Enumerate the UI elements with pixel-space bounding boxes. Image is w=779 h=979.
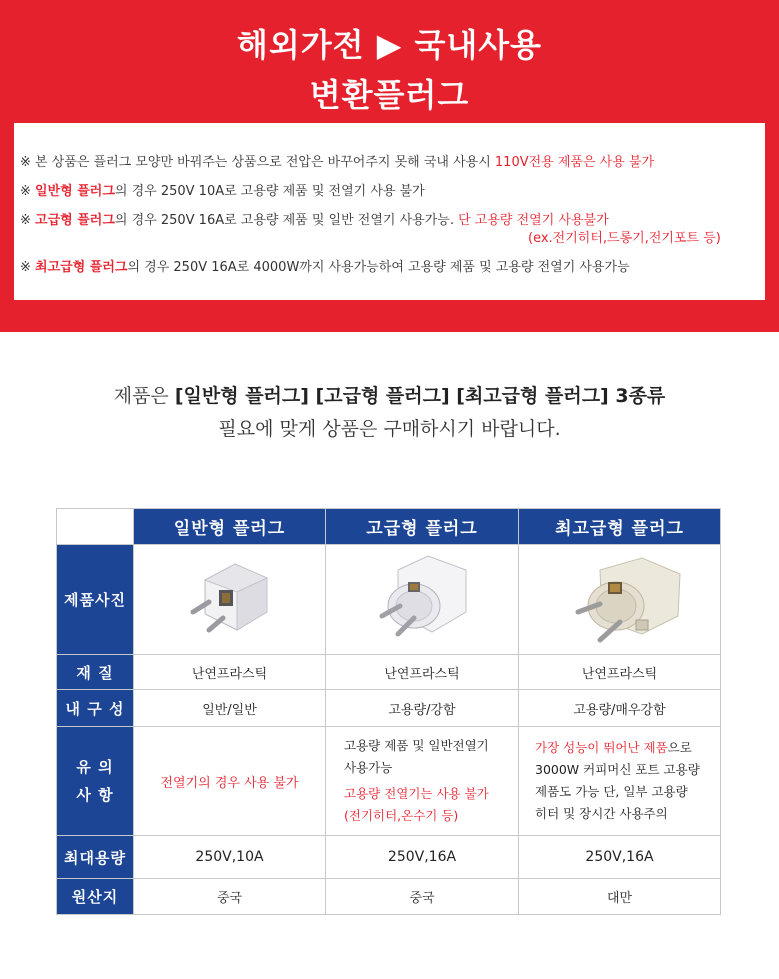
durability-premium: 고용량/강함: [326, 690, 519, 727]
caution-label-2: 사 항: [76, 786, 114, 804]
photo-premium-cell: [326, 545, 519, 655]
caution-deluxe: [519, 727, 721, 836]
top-banner: [0, 0, 779, 332]
col-header-premium: 고급형 플러그: [326, 509, 519, 545]
durability-deluxe: 고용량/매우강함: [519, 690, 721, 727]
capacity-premium: 250V,16A: [326, 836, 519, 879]
row-header-material: 재 질: [57, 655, 134, 690]
notice-line-4: [20, 256, 630, 275]
caution-premium-2: 사용가능: [344, 760, 393, 775]
notice-line-1: [20, 151, 654, 170]
notice-3-text: 의 경우 250V 16A로 고용량 제품 및 일반 전열기 사용가능.: [114, 213, 459, 228]
col-header-deluxe: 최고급형 플러그: [519, 509, 721, 545]
origin-deluxe: 대만: [519, 879, 721, 915]
caution-deluxe-3: 제품도 가능 단, 일부 고용량: [535, 784, 688, 799]
durability-basic: 일반/일반: [134, 690, 326, 727]
intro-line-1: [0, 381, 779, 408]
notice-2-mark: ※: [20, 184, 36, 199]
row-header-capacity: 최대용량: [57, 836, 134, 879]
capacity-basic: 250V,10A: [134, 836, 326, 879]
material-premium: 난연프라스틱: [326, 655, 519, 690]
notice-4-highlight: 최고급형 플러그: [35, 260, 128, 275]
comparison-table: [56, 508, 721, 915]
banner-title-line2: 변환플러그: [309, 76, 470, 114]
row-header-origin: 원산지: [57, 879, 134, 915]
header-row: [57, 509, 721, 545]
material-deluxe: 난연프라스틱: [519, 655, 721, 690]
intro-product-types: [일반형 플러그] [고급형 플러그] [최고급형 플러그] 3종류: [174, 385, 666, 407]
notice-4-mark: ※: [20, 260, 36, 275]
notice-2-text: 의 경우 250V 10A로 고용량 제품 및 전열기 사용 불가: [114, 184, 425, 199]
caution-deluxe-2: 3000W 커피머신 포트 고용량: [535, 762, 700, 777]
notice-4-text: 의 경우 250V 16A로 4000W까지 사용가능하여 고용량 제품 및 고용량 전열기 사용가능: [127, 260, 630, 275]
capacity-deluxe: 250V,16A: [519, 836, 721, 879]
caution-premium-4: (전기히터,온수기 등): [344, 808, 459, 823]
material-basic: 난연프라스틱: [134, 655, 326, 690]
notice-1-text: ※ 본 상품은 플러그 모양만 바꿔주는 상품으로 전압은 바꾸어주지 못해 국내 사용시: [20, 155, 495, 170]
table-row-capacity: [57, 836, 721, 879]
caution-label-1: 유 의: [76, 758, 114, 776]
origin-basic: 중국: [134, 879, 326, 915]
col-header-basic: 일반형 플러그: [134, 509, 326, 545]
notice-3-highlight: 고급형 플러그: [35, 213, 115, 228]
notice-line-3b: [528, 227, 721, 246]
table-row-photo: [57, 545, 721, 655]
notice-3-examples: (ex.전기히터,드롱기,전기포트 등): [528, 231, 721, 246]
caution-deluxe-4: 히터 및 장시간 사용주의: [535, 806, 668, 821]
notice-2-highlight: 일반형 플러그: [35, 184, 115, 199]
notice-1-warning: 110V전용 제품은 사용 불가: [494, 155, 655, 170]
caution-deluxe-1b: 으로: [667, 740, 692, 755]
photo-basic-cell: [134, 545, 326, 655]
photo-deluxe-cell: [519, 545, 721, 655]
caution-basic: 전열기의 경우 사용 불가: [134, 727, 326, 836]
table-corner: [57, 509, 134, 545]
table-row-material: [57, 655, 721, 690]
table-row-origin: [57, 879, 721, 915]
caution-premium: [326, 727, 519, 836]
notice-3-warning: 단 고용량 전열기 사용불가: [458, 213, 609, 228]
deluxe-plug-image: [550, 550, 690, 650]
origin-premium: 중국: [326, 879, 519, 915]
caution-premium-1: 고용량 제품 및 일반전열기: [344, 738, 489, 753]
table-row-caution: [57, 727, 721, 836]
intro-prefix: 제품은: [113, 385, 175, 407]
banner-title-line1: 해외가전 ▶ 국내사용: [236, 26, 543, 64]
notice-box: [14, 123, 765, 300]
notice-3-mark: ※: [20, 213, 36, 228]
row-header-photo: 제품사진: [57, 545, 134, 655]
basic-plug-image: [175, 550, 285, 650]
premium-plug-image: [362, 548, 482, 652]
notice-line-3: [20, 209, 609, 228]
caution-deluxe-highlight: 가장 성능이 뛰어난 제품: [535, 740, 668, 755]
row-header-durability: 내 구 성: [57, 690, 134, 727]
notice-line-2: [20, 180, 425, 199]
caution-premium-3: 고용량 전열기는 사용 불가: [344, 786, 489, 801]
intro-line-2: 필요에 맞게 상품은 구매하시기 바랍니다.: [218, 418, 561, 440]
row-header-caution: [57, 727, 134, 836]
caution-deluxe-1: [535, 737, 720, 759]
table-row-durability: [57, 690, 721, 727]
